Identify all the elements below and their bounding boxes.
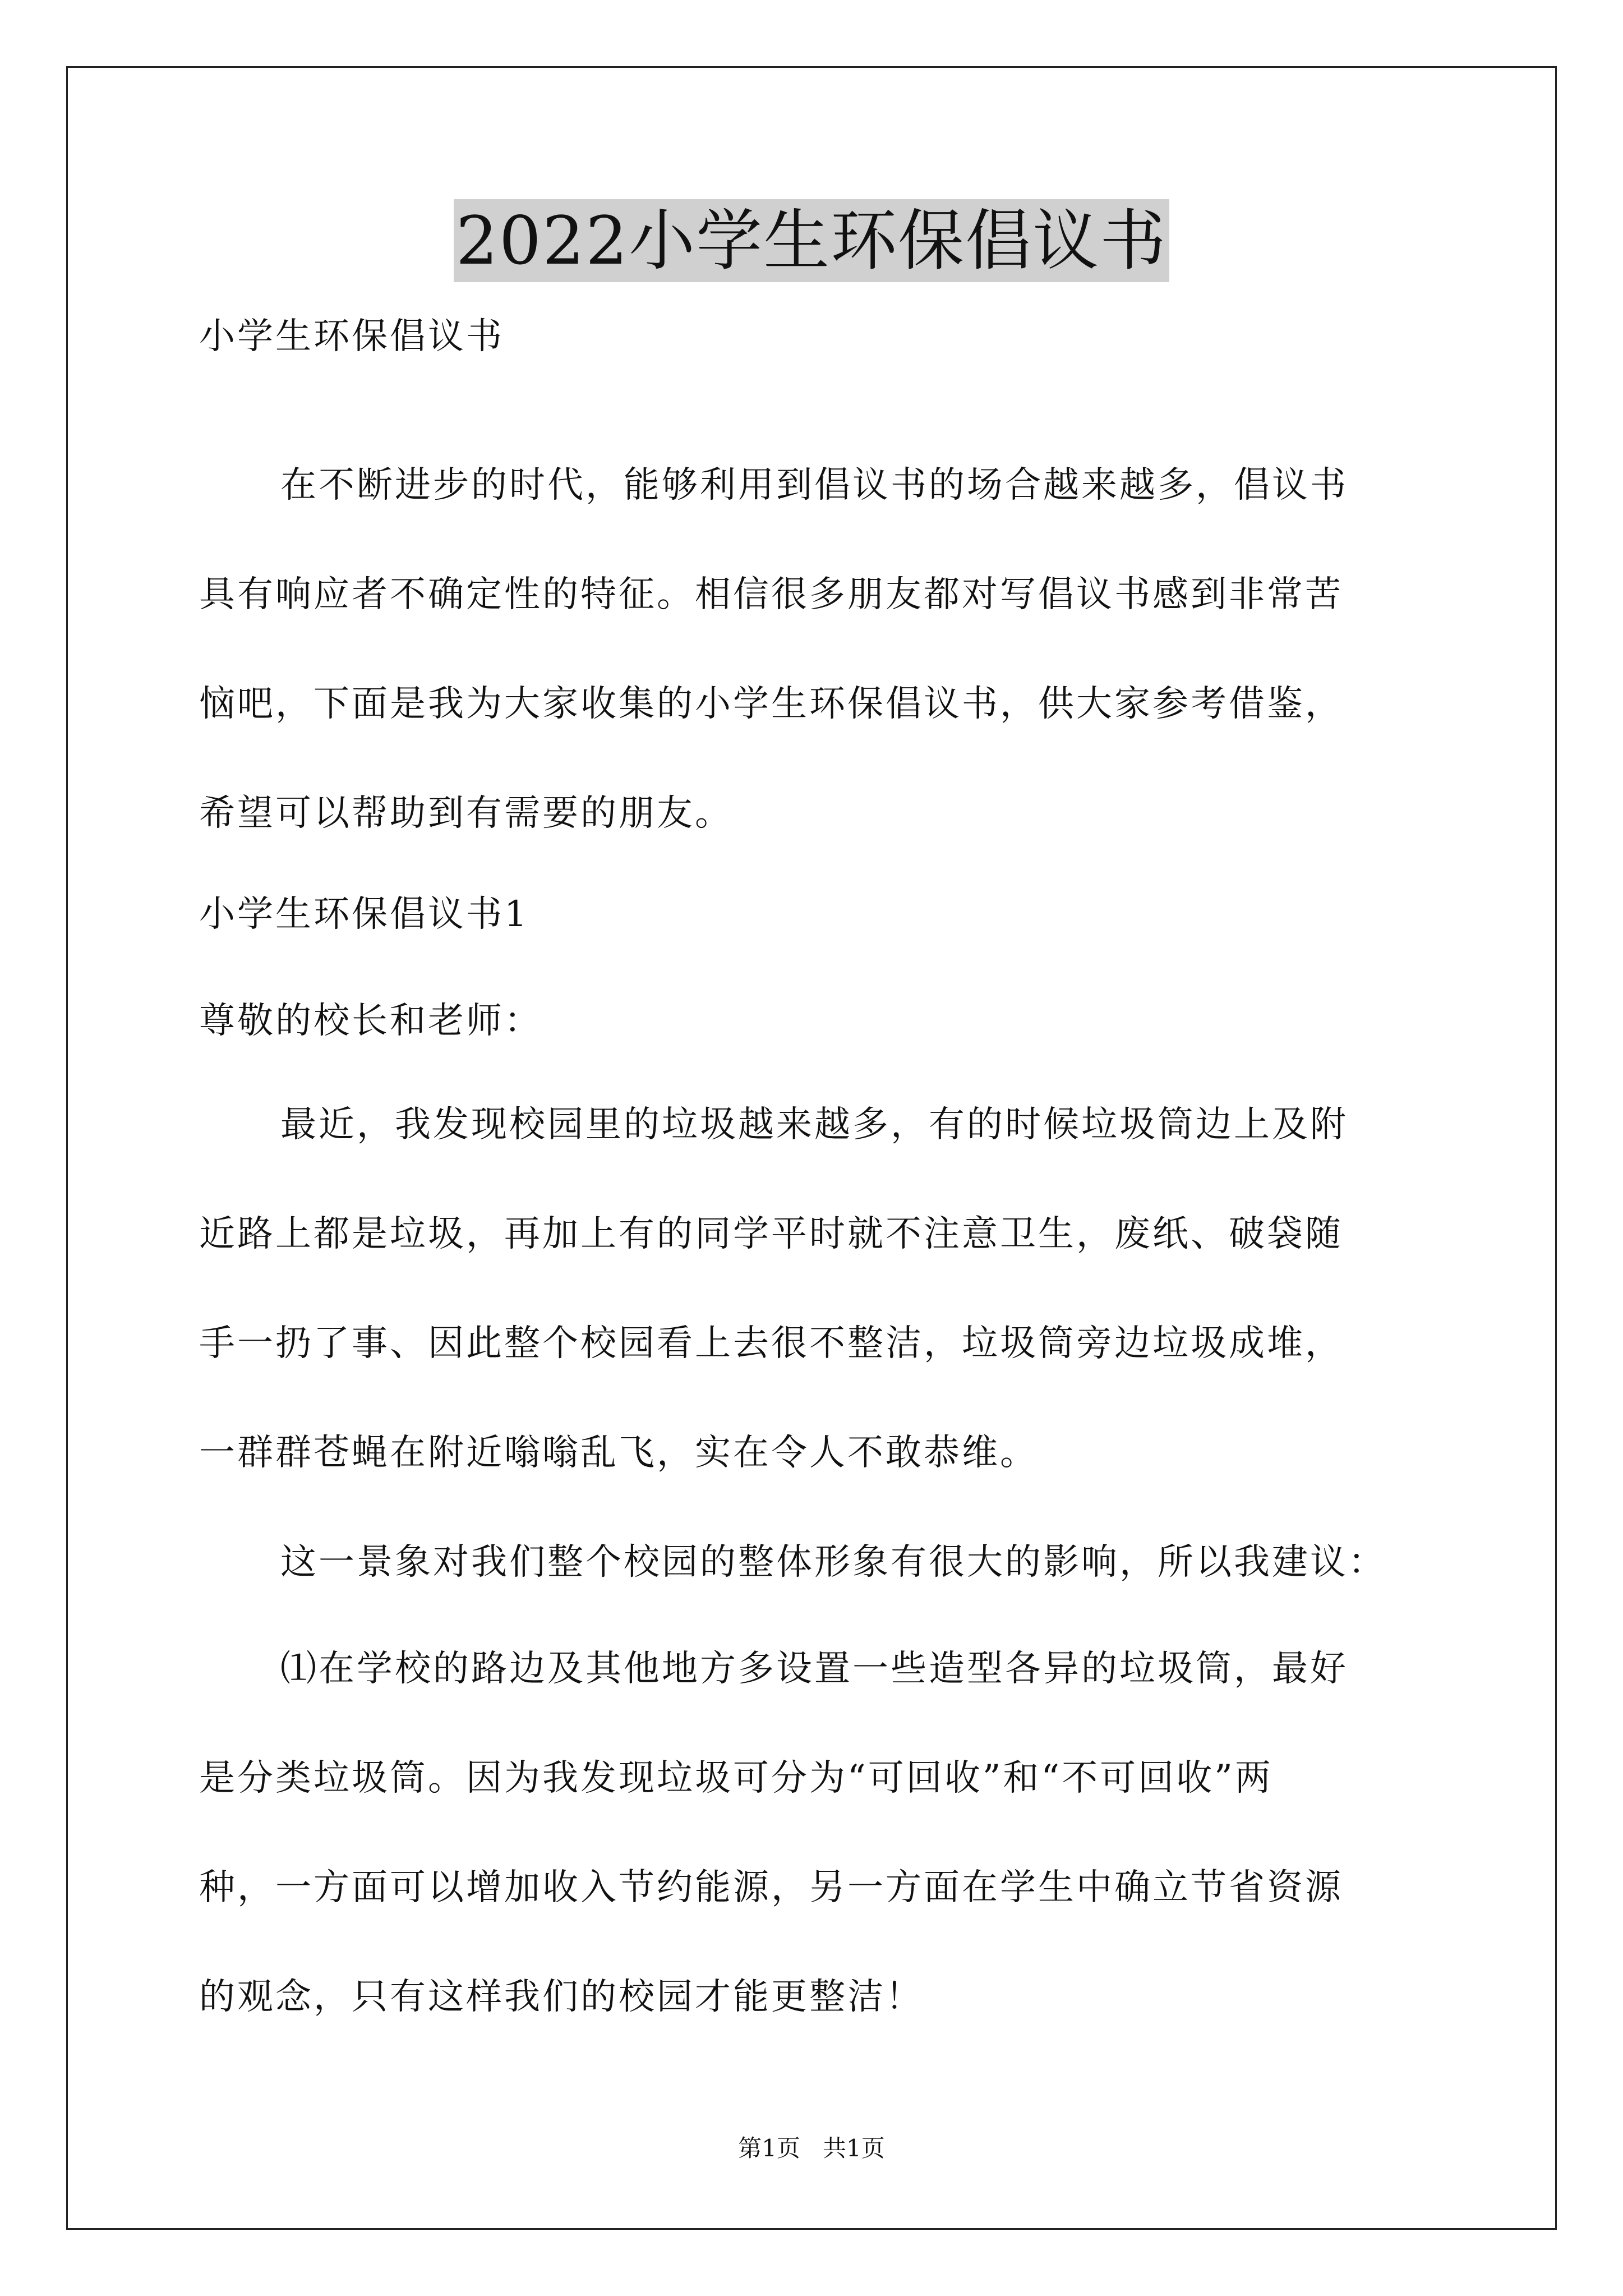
paragraph-line: 在不断进步的时代，能够利用到倡议书的场合越来越多，倡议书	[280, 464, 1348, 506]
paragraph-line: 恼吧，下面是我为大家收集的小学生环保倡议书，供大家参考借鉴，	[199, 683, 1343, 725]
paragraph-line: 希望可以帮助到有需要的朋友。	[199, 793, 733, 834]
paragraph-line: 一群群苍蝇在附近嗡嗡乱飞，实在令人不敢恭维。	[199, 1432, 1038, 1474]
paragraph-line: 最近，我发现校园里的垃圾越来越多，有的时候垃圾筒边上及附	[280, 1104, 1348, 1145]
page-footer: 第1页 共1页	[738, 2134, 885, 2162]
section-heading: 小学生环保倡议书1	[199, 894, 529, 935]
paragraph-line: 具有响应者不确定性的特征。相信很多朋友都对写倡议书感到非常苦	[199, 574, 1343, 615]
document-title: 2022小学生环保倡议书	[454, 199, 1169, 282]
paragraph-line: 是分类垃圾筒。因为我发现垃圾可分为“可回收”和“不可回收”两	[199, 1757, 1273, 1799]
paragraph-line: 种，一方面可以增加收入节约能源，另一方面在学生中确立节省资源	[199, 1867, 1343, 1908]
paragraph-line: 这一景象对我们整个校园的整体形象有很大的影响，所以我建议：	[280, 1542, 1386, 1583]
paragraph-line: 手一扔了事、因此整个校园看上去很不整洁，垃圾筒旁边垃圾成堆，	[199, 1323, 1343, 1364]
paragraph-line: ⑴在学校的路边及其他地方多设置一些造型各异的垃圾筒，最好	[280, 1648, 1348, 1690]
subtitle: 小学生环保倡议书	[199, 316, 504, 357]
paragraph-line: 近路上都是垃圾，再加上有的同学平时就不注意卫生，废纸、破袋随	[199, 1213, 1343, 1255]
paragraph-line: 的观念，只有这样我们的校园才能更整洁！	[199, 1976, 924, 2018]
salutation: 尊敬的校长和老师：	[199, 1000, 542, 1042]
title-container	[0, 199, 1623, 282]
